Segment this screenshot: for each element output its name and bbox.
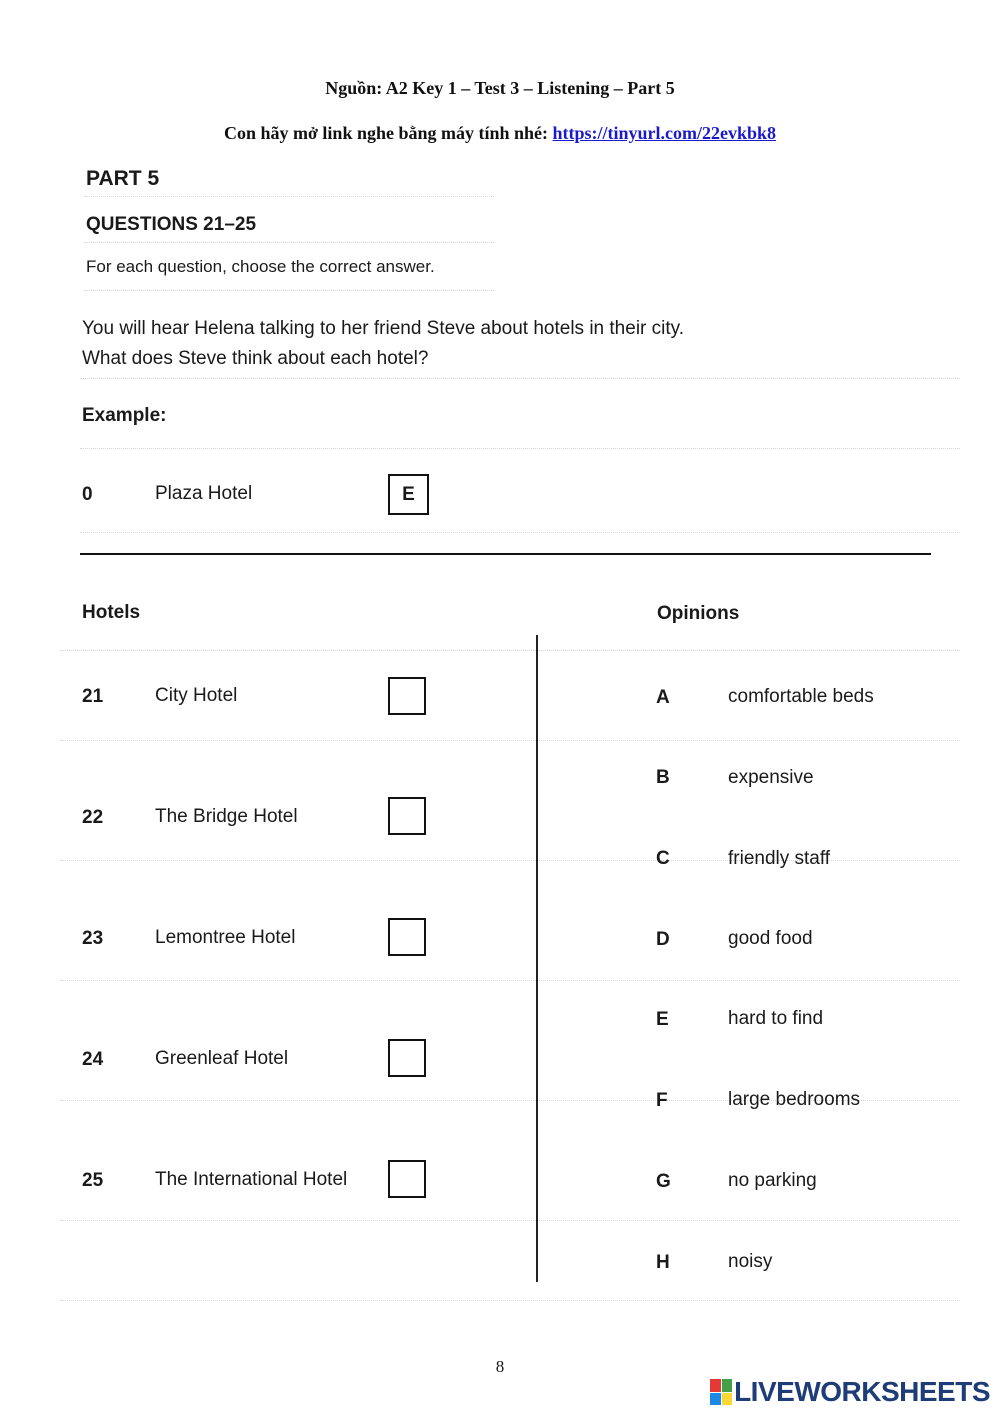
intro-line-2: What does Steve think about each hotel?: [82, 348, 429, 369]
scan-line: [60, 1220, 960, 1221]
question-hotel: The International Hotel: [155, 1169, 348, 1190]
opinion-text: noisy: [728, 1251, 773, 1272]
opinion-letter: H: [656, 1252, 670, 1273]
opinion-text: no parking: [728, 1170, 817, 1191]
opinions-heading: Opinions: [657, 603, 740, 624]
part-title: PART 5: [86, 167, 160, 190]
opinion-letter: G: [656, 1171, 671, 1192]
example-hotel: Plaza Hotel: [155, 483, 253, 504]
question-hotel: Greenleaf Hotel: [155, 1048, 289, 1069]
scan-line: [84, 290, 494, 291]
question-hotel: The Bridge Hotel: [155, 806, 298, 827]
question-number: 22: [82, 807, 104, 828]
opinion-text: friendly staff: [728, 848, 831, 869]
column-divider: [536, 635, 538, 1282]
opinion-letter: A: [656, 687, 670, 708]
example-label: Example:: [82, 405, 167, 426]
intro-line-1: You will hear Helena talking to her friend Steve about hotels in their city.: [82, 318, 685, 339]
scan-line: [80, 532, 960, 533]
hotels-heading: Hotels: [82, 602, 141, 623]
opinion-text: comfortable beds: [728, 686, 874, 707]
opinion-letter: C: [656, 848, 670, 869]
scan-line: [80, 448, 960, 449]
scan-line: [60, 740, 960, 741]
opinion-letter: F: [656, 1090, 668, 1111]
example-number: 0: [82, 484, 93, 505]
listening-link[interactable]: https://tinyurl.com/22evkbk8: [552, 123, 777, 143]
answer-box-21[interactable]: [388, 677, 426, 715]
example-answer-box: [388, 474, 429, 515]
question-number: 23: [82, 928, 104, 949]
question-number: 21: [82, 686, 104, 707]
question-hotel: Lemontree Hotel: [155, 927, 296, 948]
source-line: Nguồn: A2 Key 1 – Test 3 – Listening – Part 5: [325, 78, 675, 98]
liveworksheets-logo-icon: [710, 1379, 732, 1405]
scan-line: [60, 980, 960, 981]
opinion-text: large bedrooms: [728, 1089, 861, 1110]
question-number: 24: [82, 1049, 104, 1070]
liveworksheets-logo: [710, 1376, 990, 1408]
opinion-text: good food: [728, 928, 813, 949]
answer-box-25[interactable]: [388, 1160, 426, 1198]
scan-line: [80, 378, 960, 379]
opinion-letter: D: [656, 929, 670, 950]
answer-box-24[interactable]: [388, 1039, 426, 1077]
liveworksheets-logo-text: LIVEWORKSHEETS: [734, 1376, 990, 1407]
opinion-text: expensive: [728, 767, 814, 788]
instruction: For each question, choose the correct answer.: [86, 257, 435, 276]
opinion-letter: B: [656, 767, 670, 788]
page-number: 8: [495, 1357, 505, 1376]
question-hotel: City Hotel: [155, 685, 238, 706]
opinion-letter: E: [656, 1009, 669, 1030]
questions-title: QUESTIONS 21–25: [86, 214, 257, 235]
scan-line: [60, 1300, 960, 1301]
question-number: 25: [82, 1170, 104, 1191]
opinion-text: hard to find: [728, 1008, 824, 1029]
example-answer: E: [402, 483, 415, 505]
answer-box-23[interactable]: [388, 918, 426, 956]
answer-box-22[interactable]: [388, 797, 426, 835]
separator-rule: [80, 553, 931, 555]
scan-line: [84, 196, 494, 197]
scan-line: [60, 650, 960, 651]
scan-line: [84, 242, 494, 243]
link-line: [0, 123, 1000, 144]
link-prompt: Con hãy mở link nghe bằng máy tính nhé:: [223, 123, 553, 143]
